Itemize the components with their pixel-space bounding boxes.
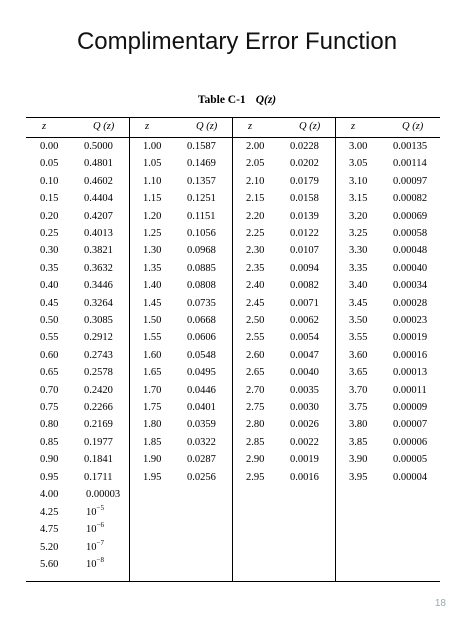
tail-q-base: 10 (86, 541, 97, 553)
z-value: 3.25 (349, 228, 368, 239)
tail-q-exponent: −8 (96, 556, 104, 565)
q-value: 0.0228 (290, 141, 319, 152)
z-value: 1.65 (143, 367, 162, 379)
q-function-table (26, 117, 440, 582)
z-value: 2.05 (246, 158, 265, 170)
z-value: 1.20 (143, 210, 162, 222)
tail-q-base: 0.00003 (86, 489, 121, 500)
z-value: 0.20 (40, 210, 59, 222)
z-value: 1.85 (143, 436, 162, 448)
q-value: 0.00009 (393, 402, 428, 413)
z-value: 1.50 (143, 315, 162, 326)
q-value: 0.0139 (290, 210, 319, 222)
header-q: Q (z) (299, 121, 321, 132)
q-value: 0.0287 (187, 454, 216, 466)
q-value: 0.2420 (84, 384, 113, 396)
q-value: 0.0035 (290, 384, 319, 396)
q-value: 0.0606 (187, 332, 216, 344)
q-value: 0.0179 (290, 175, 319, 187)
q-value: 0.00034 (393, 280, 428, 292)
z-value: 3.40 (349, 280, 368, 292)
z-value: 0.50 (40, 315, 59, 326)
z-value: 1.00 (143, 141, 162, 152)
table-caption-q: Q(z) (255, 94, 277, 106)
q-value: 0.1151 (187, 210, 216, 222)
z-value: 0.30 (40, 245, 59, 257)
q-value: 0.0158 (290, 193, 319, 205)
q-value: 0.1587 (187, 141, 216, 152)
z-value: 1.55 (143, 332, 162, 344)
z-value: 2.60 (246, 349, 265, 361)
q-value: 0.0016 (290, 471, 319, 483)
q-value: 0.0122 (290, 228, 319, 239)
q-value: 0.0062 (290, 315, 319, 326)
column-divider-3 (335, 118, 336, 581)
z-value: 1.05 (143, 158, 162, 170)
q-value: 0.2743 (84, 349, 113, 361)
z-value: 3.95 (349, 471, 368, 483)
q-value: 0.4013 (84, 228, 113, 239)
q-value: 0.0885 (187, 262, 216, 274)
z-value: 0.65 (40, 367, 59, 379)
tail-q-base: 10 (86, 559, 97, 571)
z-value: 3.80 (349, 419, 368, 431)
tail-q-exponent: −7 (96, 538, 104, 547)
z-value: 3.15 (349, 193, 368, 205)
z-value: 1.75 (143, 402, 162, 413)
z-value: 1.25 (143, 228, 162, 239)
z-value: 0.90 (40, 454, 59, 466)
column-divider-2 (232, 118, 233, 581)
q-value: 0.0548 (187, 349, 216, 361)
q-value: 0.0026 (290, 419, 319, 431)
z-value: 2.20 (246, 210, 265, 222)
z-value: 2.75 (246, 402, 265, 413)
tail-z-value: 4.00 (40, 489, 59, 500)
q-value: 0.0094 (290, 262, 319, 274)
q-value: 0.3632 (84, 262, 113, 274)
z-value: 3.90 (349, 454, 368, 466)
q-value: 0.00013 (393, 367, 428, 379)
tail-q-value (86, 503, 104, 519)
z-value: 3.70 (349, 384, 368, 396)
q-value: 0.0202 (290, 158, 319, 170)
q-value: 0.3446 (84, 280, 113, 292)
z-value: 2.45 (246, 297, 265, 309)
z-value: 1.80 (143, 419, 162, 431)
q-value: 0.0446 (187, 384, 216, 396)
q-value: 0.00048 (393, 245, 428, 257)
z-value: 0.70 (40, 384, 59, 396)
q-value: 0.4207 (84, 210, 113, 222)
column-divider-1 (129, 118, 130, 581)
q-value: 0.0071 (290, 297, 319, 309)
q-value: 0.00005 (393, 454, 428, 466)
z-value: 0.40 (40, 280, 59, 292)
z-value: 0.00 (40, 141, 59, 152)
z-value: 0.10 (40, 175, 59, 187)
q-value: 0.00028 (393, 297, 428, 309)
q-value: 0.0030 (290, 402, 319, 413)
header-z: z (248, 121, 253, 132)
z-value: 0.25 (40, 228, 59, 239)
q-value: 0.0401 (187, 402, 216, 413)
z-value: 1.70 (143, 384, 162, 396)
tail-q-value (86, 489, 120, 501)
tail-q-value (86, 538, 104, 554)
q-value: 0.00016 (393, 349, 428, 361)
z-value: 0.15 (40, 193, 59, 205)
z-value: 3.50 (349, 315, 368, 326)
q-value: 0.00040 (393, 262, 428, 274)
q-value: 0.0808 (187, 280, 216, 292)
z-value: 0.35 (40, 262, 59, 274)
q-value: 0.00114 (393, 158, 427, 170)
z-value: 3.05 (349, 158, 368, 170)
q-value: 0.4602 (84, 175, 113, 187)
header-z: z (145, 121, 150, 132)
table-caption-label: Table C-1 (197, 94, 246, 106)
z-value: 3.35 (349, 262, 368, 274)
z-value: 3.45 (349, 297, 368, 309)
header-q: Q (z) (402, 121, 424, 132)
q-value: 0.0735 (187, 297, 216, 309)
z-value: 2.15 (246, 193, 265, 205)
q-value: 0.4404 (84, 193, 113, 205)
q-value: 0.00011 (393, 384, 427, 396)
z-value: 2.25 (246, 228, 265, 239)
q-value: 0.0054 (290, 332, 319, 344)
q-value: 0.1977 (84, 436, 113, 448)
q-value: 0.2169 (84, 419, 113, 431)
q-value: 0.0019 (290, 454, 319, 466)
tail-q-value (86, 556, 104, 571)
z-value: 1.40 (143, 280, 162, 292)
z-value: 2.85 (246, 436, 265, 448)
q-value: 0.0668 (187, 315, 216, 326)
z-value: 1.95 (143, 471, 162, 483)
q-value: 0.3085 (84, 315, 113, 326)
z-value: 1.60 (143, 349, 162, 361)
z-value: 3.00 (349, 141, 368, 152)
q-value: 0.0082 (290, 280, 319, 292)
q-value: 0.1711 (84, 471, 113, 483)
z-value: 3.85 (349, 436, 368, 448)
q-value: 0.0322 (187, 436, 216, 448)
z-value: 1.30 (143, 245, 162, 257)
tail-z-value: 5.60 (40, 559, 59, 571)
z-value: 2.10 (246, 175, 265, 187)
q-value: 0.00069 (393, 210, 428, 222)
z-value: 2.95 (246, 471, 265, 483)
z-value: 3.30 (349, 245, 368, 257)
q-value: 0.00006 (393, 436, 428, 448)
z-value: 2.00 (246, 141, 265, 152)
z-value: 1.90 (143, 454, 162, 466)
z-value: 2.35 (246, 262, 265, 274)
z-value: 1.35 (143, 262, 162, 274)
page-number: 18 (434, 598, 446, 609)
q-value: 0.0256 (187, 471, 216, 483)
z-value: 0.85 (40, 436, 59, 448)
tail-z-value: 4.25 (40, 506, 59, 518)
z-value: 3.55 (349, 332, 368, 344)
header-q: Q (z) (196, 121, 218, 132)
q-value: 0.2578 (84, 367, 113, 379)
header-z: z (42, 121, 47, 132)
z-value: 3.10 (349, 175, 368, 187)
z-value: 3.75 (349, 402, 368, 413)
z-value: 2.55 (246, 332, 265, 344)
q-value: 0.00097 (393, 175, 428, 187)
q-value: 0.3264 (84, 297, 113, 309)
q-value: 0.0047 (290, 349, 319, 361)
header-q: Q (z) (93, 121, 115, 132)
q-value: 0.00058 (393, 228, 428, 239)
tail-q-exponent: −6 (96, 521, 104, 530)
q-value: 0.0968 (187, 245, 216, 257)
q-value: 0.4801 (84, 158, 113, 170)
q-value: 0.00007 (393, 419, 428, 431)
tail-q-exponent: −5 (96, 503, 104, 512)
z-value: 1.15 (143, 193, 162, 205)
header-z: z (351, 121, 356, 132)
q-value: 0.2266 (84, 402, 113, 413)
q-value: 0.1251 (187, 193, 216, 205)
z-value: 0.80 (40, 419, 59, 431)
q-value: 0.0495 (187, 367, 216, 379)
z-value: 0.45 (40, 297, 59, 309)
page-title: Complimentary Error Function (76, 28, 398, 55)
q-value: 0.0107 (290, 245, 319, 257)
q-value: 0.0022 (290, 436, 319, 448)
q-value: 0.1841 (84, 454, 113, 466)
z-value: 2.65 (246, 367, 265, 379)
z-value: 2.80 (246, 419, 265, 431)
q-value: 0.00019 (393, 332, 428, 344)
q-value: 0.00004 (393, 471, 428, 483)
z-value: 3.65 (349, 367, 368, 379)
z-value: 3.60 (349, 349, 368, 361)
z-value: 2.90 (246, 454, 265, 466)
z-value: 0.60 (40, 349, 59, 361)
z-value: 0.05 (40, 158, 59, 170)
header-rule (26, 137, 440, 138)
table-caption (0, 94, 474, 106)
q-value: 0.5000 (84, 141, 113, 152)
tail-z-value: 4.75 (40, 524, 59, 536)
z-value: 0.55 (40, 332, 59, 344)
z-value: 1.10 (143, 175, 162, 187)
z-value: 0.75 (40, 402, 59, 413)
z-value: 2.50 (246, 315, 265, 326)
tail-q-value (86, 521, 104, 536)
q-value: 0.3821 (84, 245, 113, 257)
q-value: 0.1469 (187, 158, 216, 170)
q-value: 0.2912 (84, 332, 113, 344)
q-value: 0.0359 (187, 419, 216, 431)
tail-q-base: 10 (86, 506, 97, 518)
z-value: 2.40 (246, 280, 265, 292)
z-value: 3.20 (349, 210, 368, 222)
z-value: 1.45 (143, 297, 162, 309)
q-value: 0.00082 (393, 193, 428, 205)
z-value: 2.30 (246, 245, 265, 257)
q-value: 0.0040 (290, 367, 319, 379)
q-value: 0.00135 (393, 141, 428, 152)
q-value: 0.1357 (187, 175, 216, 187)
q-value: 0.1056 (187, 228, 216, 239)
tail-z-value: 5.20 (40, 541, 59, 553)
q-value: 0.00023 (393, 315, 428, 326)
z-value: 2.70 (246, 384, 265, 396)
tail-q-base: 10 (86, 524, 97, 536)
z-value: 0.95 (40, 471, 59, 483)
